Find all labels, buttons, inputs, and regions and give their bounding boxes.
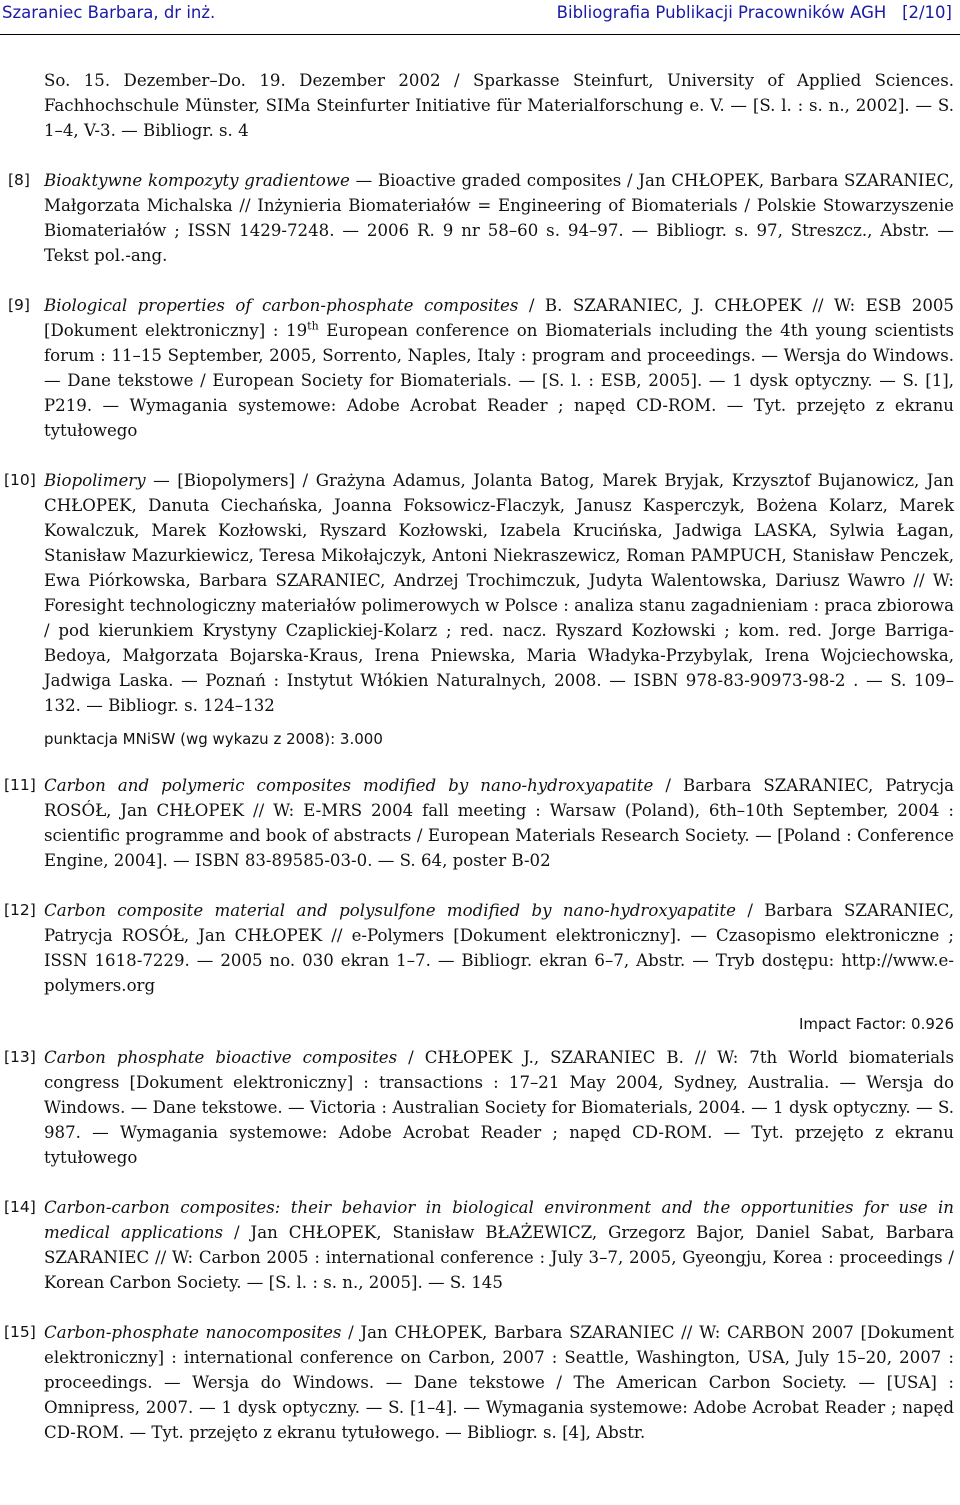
author-name: Szaraniec Barbara, dr inż. <box>2 3 216 22</box>
superscript: th <box>307 319 319 333</box>
entry-title: Bioaktywne kompozyty gradientowe <box>44 171 350 190</box>
entry-8 <box>0 168 960 268</box>
entry-number: [13] <box>4 1048 36 1066</box>
entry-number: [12] <box>4 901 36 919</box>
header-title-text: Bibliografia Publikacji Pracowników AGH <box>556 3 887 22</box>
entry-7-continuation-text: So. 15. Dezember–Do. 19. Dezember 2002 / Sparkasse Steinfurt, University of Applied Sciences. Fachhochschule Münster, SIMa Steinfurter Initiative für Materialforschung e. V. — [S. l. : s. n., 2002]. — S. 1–4, V-3. — Bibliogr. s. 4 <box>44 71 954 140</box>
entry-number: [15] <box>4 1323 36 1341</box>
entry-details: / Jan CHŁOPEK, Barbara SZARANIEC // W: CARBON 2007 [Dokument elektroniczny] : international conference on Carbon, 2007 : Seattle, Washington, USA, July 15–20, 2007 : proceedings. — Wersja do Windows. — Dane tekstowe / The American Carbon Society. — [USA] : Omnipress, 2007. — 1 dysk optyczny. — S. [1–4]. — Wymagania systemowe: Adobe Acrobat Reader ; napęd CD-ROM. — Tyt. przejęto z ekranu tytułowego. — Bibliogr. s. [4], Abstr. <box>44 1323 954 1442</box>
entry-continuation <box>0 68 960 143</box>
header-rule <box>0 34 960 35</box>
entry-title: Carbon and polymeric composites modified by nano-hydroxyapatite <box>44 776 654 795</box>
entry-details: / Barbara SZARANIEC, Patrycja ROSÓŁ, Jan CHŁOPEK // e-Polymers [Dokument elektroniczny]. — Czasopismo elektroniczne ; ISSN 1618-7229. — 2005 no. 030 ekran 1–7. — Bibliogr. ekran 6–7, Abstr. — Tryb dostępu: http://www.e-polymers.org <box>44 901 954 995</box>
mnisw-score: punktacja MNiSW (wg wykazu z 2008): 3.000 <box>44 730 383 748</box>
entry-title: Biopolimery <box>44 471 146 490</box>
entry-15 <box>0 1320 960 1445</box>
page-number: [2/10] <box>902 3 952 22</box>
entry-details: — [Biopolymers] / Grażyna Adamus, Jolanta Batog, Marek Bryjak, Krzysztof Bujanowicz, Jan CHŁOPEK, Danuta Ciechańska, Joanna Foksowicz-Flaczyk, Janusz Kasperczyk, Bożena Kolarz, Marek Kowalczuk, Marek Kozłowski, Ryszard Kozłowski, Izabela Krucińska, Jadwiga LASKA, Sylwia Łagan, Stanisław Mazurkiewicz, Teresa Mikołajczyk, Antoni Niekraszewicz, Roman PAMPUCH, Stanisław Penczek, Ewa Piórkowska, Barbara SZARANIEC, Andrzej Trochimczuk, Judyta Walentowska, Dariusz Wawro // W: Foresight technologiczny materiałów polimerowych w Polsce : analiza stanu zagadnieniam : praca zbiorowa / pod kierunkiem Krystyny Czaplickiej-Kolarz ; red. nacz. Ryszard Kozłowski ; kom. red. Jorge Barriga-Bedoya, Małgorzata Bojarska-Kraus, Irena Pniewska, Maria Władyka-Przybylak, Irena Wojciechowska, Jadwiga Laska. — Poznań : Instytut Włókien Naturalnych, 2008. — ISBN 978-83-90973-98-2 . — S. 109–132. — Bibliogr. s. 124–132 <box>44 471 954 715</box>
entry-title: Biological properties of carbon-phosphate composites <box>44 296 519 315</box>
entry-details-cont: European conference on Biomaterials including the 4th young scientists forum : 11–15 September, 2005, Sorrento, Naples, Italy : program and proceedings. — Wersja do Windows. — Dane tekstowe / European Society for Biomaterials. — [S. l. : ESB, 2005]. — 1 dysk optyczny. — S. [1], P219. — Wymagania systemowe: Adobe Acrobat Reader ; napęd CD-ROM. — Tyt. przejęto z ekranu tytułowego <box>44 321 955 440</box>
header-title <box>557 3 952 22</box>
entry-number: [10] <box>4 471 36 489</box>
entry-13 <box>0 1045 960 1170</box>
entry-number: [9] <box>8 296 30 314</box>
entry-11 <box>0 773 960 873</box>
entry-14 <box>0 1195 960 1295</box>
entry-9 <box>0 293 960 443</box>
entry-title: Carbon phosphate bioactive composites <box>44 1048 398 1067</box>
entry-title: Carbon-phosphate nanocomposites <box>44 1323 342 1342</box>
entry-details: / Jan CHŁOPEK, Stanisław BŁAŻEWICZ, Grzegorz Bajor, Daniel Sabat, Barbara SZARANIEC // W: Carbon 2005 : international conference : July 3–7, 2005, Gyeongju, Korea : proceedings / Korean Carbon Society. — [S. l. : s. n., 2005]. — S. 145 <box>44 1223 954 1292</box>
impact-factor: Impact Factor: 0.926 <box>798 1015 954 1033</box>
entry-details: — Bioactive graded composites / Jan CHŁOPEK, Barbara SZARANIEC, Małgorzata Michalska // Inżynieria Biomateriałów = Engineering of Biomaterials / Polskie Stowarzyszenie Biomateriałów ; ISSN 1429-7248. — 2006 R. 9 nr 58–60 s. 94–97. — Bibliogr. s. 97, Streszcz., Abstr. — Tekst pol.-ang. <box>44 171 954 265</box>
entry-number: [14] <box>4 1198 36 1216</box>
entry-number: [11] <box>4 776 36 794</box>
entry-details: / Barbara SZARANIEC, Patrycja ROSÓŁ, Jan CHŁOPEK // W: E-MRS 2004 fall meeting : Warsaw (Poland), 6th–10th September, 2004 : scientific programme and book of abstracts / European Materials Research Society. — [Poland : Conference Engine, 2004]. — ISBN 83-89585-03-0. — S. 64, poster B-02 <box>44 776 954 870</box>
bibliography-list <box>0 68 960 1470</box>
entry-10 <box>0 468 960 718</box>
page-header <box>0 0 960 24</box>
entry-details: / B. SZARANIEC, J. CHŁOPEK // W: ESB 2005 [Dokument elektroniczny] : 19 <box>44 296 954 340</box>
entry-title: Carbon composite material and polysulfone modified by nano-hydroxyapatite <box>44 901 736 920</box>
entry-details: / CHŁOPEK J., SZARANIEC B. // W: 7th World biomaterials congress [Dokument elektroniczny] : transactions : 17–21 May 2004, Sydney, Australia. — Wersja do Windows. — Dane tekstowe. — Victoria : Australian Society for Biomaterials, 2004. — 1 dysk optyczny. — S. 987. — Wymagania systemowe: Adobe Acrobat Reader ; napęd CD-ROM. — Tyt. przejęto z ekranu tytułowego <box>44 1048 955 1167</box>
entry-number: [8] <box>8 171 30 189</box>
entry-title: Carbon-carbon composites: their behavior in biological environment and the opportunities for use in medical applications <box>44 1198 954 1242</box>
entry-12 <box>0 898 960 998</box>
